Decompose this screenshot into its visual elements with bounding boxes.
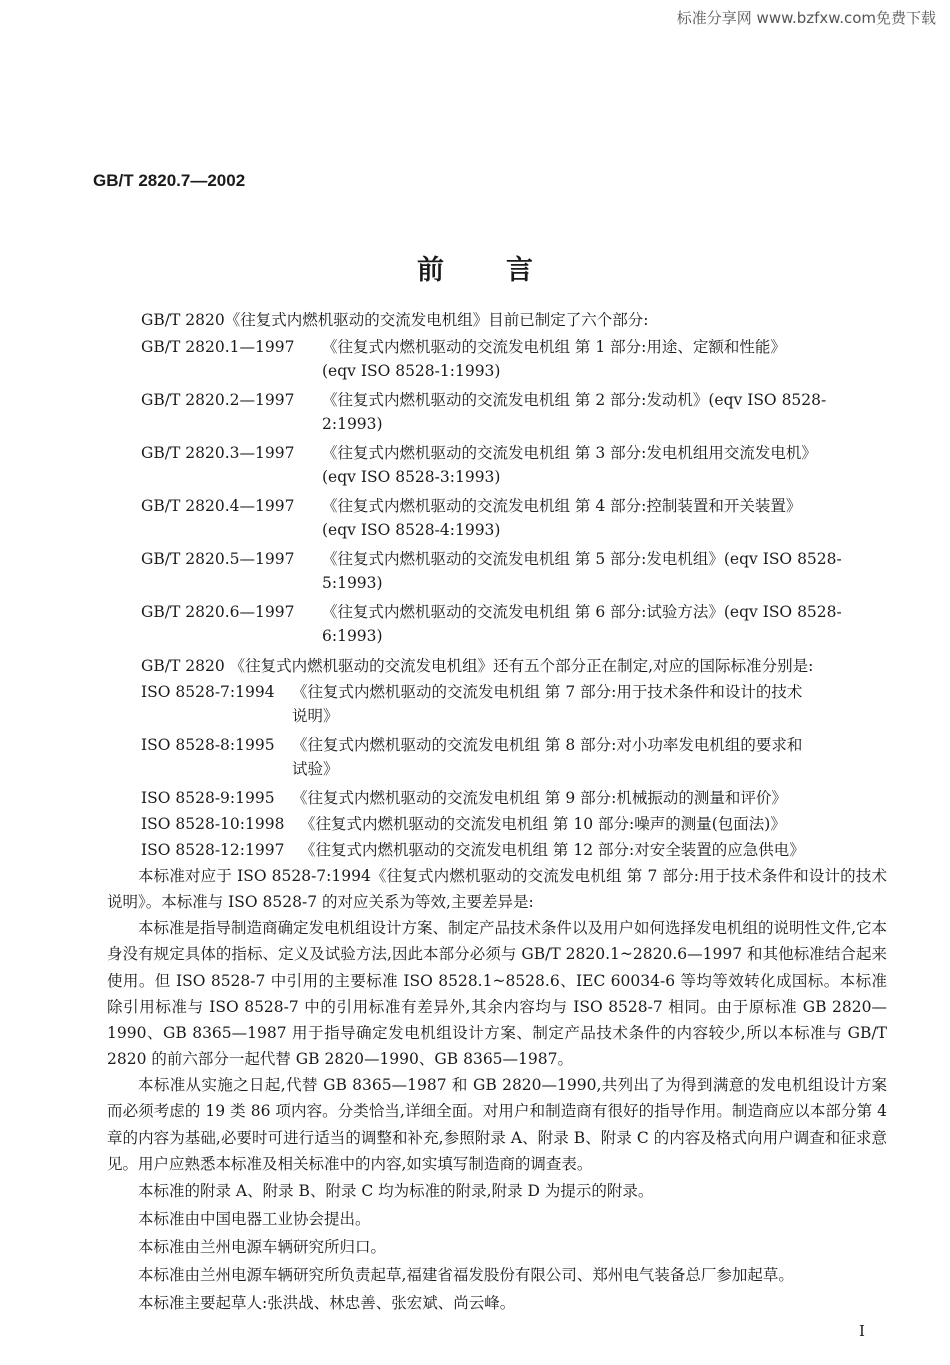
list-item bbox=[141, 549, 891, 593]
paragraph-drafters: 本标准主要起草人:张洪战、林忠善、张宏斌、尚云峰。 bbox=[138, 1294, 516, 1312]
standard-title: 《往复式内燃机驱动的交流发电机组 第 2 部分:发动机》(eqv ISO 8528- bbox=[322, 391, 827, 409]
paragraph-drafting-unit: 本标准由兰州电源车辆研究所负责起草,福建省福发股份有限公司、郑州电气装备总厂参加起草。 bbox=[138, 1266, 794, 1284]
list-item bbox=[141, 840, 891, 860]
standard-code: GB/T 2820.4—1997 bbox=[141, 497, 295, 515]
list-item bbox=[141, 602, 891, 646]
list-item bbox=[141, 788, 891, 808]
paragraph-proposer: 本标准由中国电器工业协会提出。 bbox=[138, 1210, 371, 1228]
standard-title: 《往复式内燃机驱动的交流发电机组 第 6 部分:试验方法》(eqv ISO 8528- bbox=[322, 603, 842, 621]
iso-intro: GB/T 2820 《往复式内燃机驱动的交流发电机组》还有五个部分正在制定,对应的国际标准分别是: bbox=[141, 657, 814, 675]
list-item bbox=[141, 337, 891, 381]
standard-code: ISO 8528-8:1995 bbox=[141, 736, 275, 754]
standard-code: GB/T 2820.1—1997 bbox=[141, 338, 295, 356]
list-item bbox=[141, 814, 891, 834]
page-title: 前言 bbox=[417, 255, 595, 286]
standard-code: ISO 8528-12:1997 bbox=[141, 841, 285, 859]
list-item bbox=[141, 682, 891, 726]
watermark: 标准分享网 www.bzfxw.com免费下载 bbox=[676, 9, 936, 27]
list-item bbox=[141, 496, 891, 540]
standard-title: 《往复式内燃机驱动的交流发电机组 第 3 部分:发电机组用交流发电机》 bbox=[322, 444, 817, 462]
standard-code: ISO 8528-7:1994 bbox=[141, 683, 275, 701]
list-item bbox=[141, 390, 891, 434]
standard-title: 《往复式内燃机驱动的交流发电机组 第 7 部分:用于技术条件和设计的技术 bbox=[292, 683, 803, 701]
standard-title-cont: (eqv ISO 8528-3:1993) bbox=[322, 468, 501, 486]
standard-title: 《往复式内燃机驱动的交流发电机组 第 8 部分:对小功率发电机组的要求和 bbox=[292, 736, 803, 754]
list-item bbox=[141, 443, 891, 487]
paragraph-annexes: 本标准的附录 A、附录 B、附录 C 均为标准的附录,附录 D 为提示的附录。 bbox=[138, 1182, 654, 1200]
paragraph-replacement: 本标准从实施之日起,代替 GB 8365—1987 和 GB 2820—1990,共列出了为得到满意的发电机组设计方案而必须考虑的 19 类 86 项内容。分类恰当,详细全面。对用户和制造商有很好的指导作用。制造商应以本部分第 4 章的内容为基础,必要时可进行适当的调整和补充,参照附录 A、附录 B、附录 C 的内容及格式向用户调查和征求意见。用户应熟悉本标准及相关标准中的内容,如实填写制造商的调查表。 bbox=[107, 1076, 887, 1173]
standard-code: GB/T 2820.2—1997 bbox=[141, 391, 295, 409]
standard-title-cont: (eqv ISO 8528-1:1993) bbox=[322, 362, 501, 380]
standard-code: ISO 8528-10:1998 bbox=[141, 815, 285, 833]
standard-code: GB/T 2820.3—1997 bbox=[141, 444, 295, 462]
standard-title-cont: 6:1993) bbox=[322, 627, 383, 645]
standard-code: GB/T 2820.6—1997 bbox=[141, 603, 295, 621]
standard-title: 《往复式内燃机驱动的交流发电机组 第 4 部分:控制装置和开关装置》 bbox=[322, 497, 802, 515]
standard-title-cont: 试验》 bbox=[292, 760, 339, 778]
standard-title: 《往复式内燃机驱动的交流发电机组 第 10 部分:噪声的测量(包面法)》 bbox=[300, 815, 786, 833]
standard-title: 《往复式内燃机驱动的交流发电机组 第 12 部分:对安全装置的应急供电》 bbox=[300, 841, 805, 859]
parts-intro: GB/T 2820《往复式内燃机驱动的交流发电机组》目前已制定了六个部分: bbox=[141, 311, 649, 329]
standard-title-cont: (eqv ISO 8528-4:1993) bbox=[322, 521, 501, 539]
standard-title: 《往复式内燃机驱动的交流发电机组 第 5 部分:发电机组》(eqv ISO 8528- bbox=[322, 550, 842, 568]
standard-title: 《往复式内燃机驱动的交流发电机组 第 1 部分:用途、定额和性能》 bbox=[322, 338, 786, 356]
standard-title-cont: 说明》 bbox=[292, 707, 339, 725]
paragraph-administrator: 本标准由兰州电源车辆研究所归口。 bbox=[138, 1238, 387, 1256]
standard-title-cont: 5:1993) bbox=[322, 574, 383, 592]
document-code: GB/T 2820.7—2002 bbox=[93, 171, 246, 190]
standard-code: ISO 8528-9:1995 bbox=[141, 789, 275, 807]
paragraph-purpose: 本标准是指导制造商确定发电机组设计方案、制定产品技术条件以及用户如何选择发电机组的说明性文件,它本身没有规定具体的指标、定义及试验方法,因此本部分必须与 GB/T 2820.1~2820.6—1997 和其他标准结合起来使用。但 ISO 8528-7 中引用的主要标准 ISO 8528.1~8528.6、IEC 60034-6 等均等效转化成国标。本标准除引用标准与 ISO 8528-7 中的引用标准有差异外,其余内容均与 ISO 8528-7 相同。由于原标准 GB 2820—1990、GB 8365—1987 用于指导确定发电机组设计方案、制定产品技术条件的内容较少,所以本标准与 GB/T 2820 的前六部分一起代替 GB 2820—1990、GB 8365—1987。 bbox=[107, 919, 887, 1069]
standard-code: GB/T 2820.5—1997 bbox=[141, 550, 295, 568]
standard-title-cont: 2:1993) bbox=[322, 415, 383, 433]
standard-title: 《往复式内燃机驱动的交流发电机组 第 9 部分:机械振动的测量和评价》 bbox=[292, 789, 787, 807]
list-item bbox=[141, 735, 891, 779]
page-number: I bbox=[859, 1322, 865, 1340]
paragraph-correspondence: 本标准对应于 ISO 8528-7:1994《往复式内燃机驱动的交流发电机组 第 7 部分:用于技术条件和设计的技术说明》。本标准与 ISO 8528-7 的对应关系为等效,主要差异是: bbox=[107, 867, 887, 912]
